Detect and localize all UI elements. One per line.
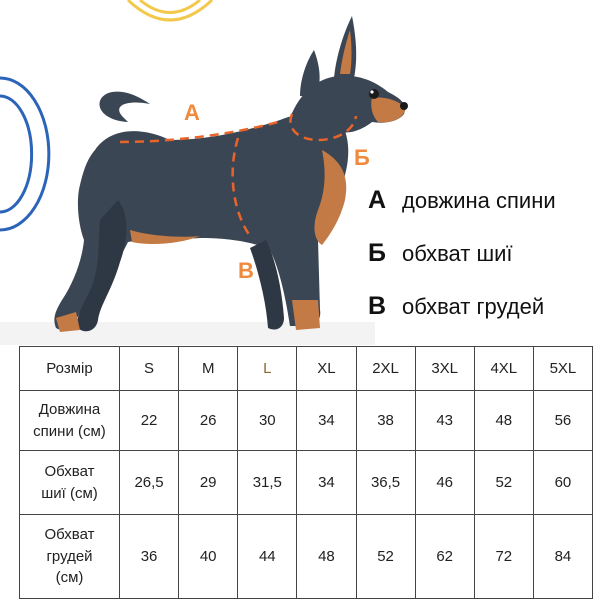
table-cell: 44 — [238, 515, 297, 599]
size-chart-table — [19, 346, 593, 599]
table-cell: 72 — [474, 515, 533, 599]
table-cell: 56 — [533, 391, 592, 451]
header-cell: 5XL — [533, 347, 592, 391]
dog-nose — [400, 102, 408, 110]
yellow-rings-decoration — [128, 0, 212, 20]
table-cell: 62 — [415, 515, 474, 599]
header-cell-size: Розмір — [20, 347, 120, 391]
table-cell: 30 — [238, 391, 297, 451]
legend-row-back-length — [368, 186, 556, 215]
table-header-row — [20, 347, 593, 391]
table-cell: 40 — [179, 515, 238, 599]
table-cell: 43 — [415, 391, 474, 451]
header-cell: L — [238, 347, 297, 391]
dog-illustration — [54, 16, 408, 332]
header-cell: 3XL — [415, 347, 474, 391]
diagram-label-b: Б — [354, 145, 370, 170]
header-cell: 4XL — [474, 347, 533, 391]
legend-row-chest-girth — [368, 292, 544, 321]
legend-row-neck-girth — [368, 239, 513, 268]
row-label-line: Обхват — [44, 525, 95, 543]
row-label-chest-girth — [20, 515, 120, 599]
header-cell: S — [120, 347, 179, 391]
diagram-label-a: А — [184, 100, 200, 125]
legend-letter: А — [368, 186, 387, 214]
table-row — [20, 515, 593, 599]
dog-eye — [369, 89, 379, 99]
legend-letter: Б — [368, 239, 386, 267]
table-cell: 31,5 — [238, 451, 297, 515]
row-label-line: Довжина — [38, 400, 101, 418]
table-row — [20, 391, 593, 451]
row-label-neck-girth — [20, 451, 120, 515]
table-cell: 36 — [120, 515, 179, 599]
legend-text: довжина спини — [402, 187, 556, 213]
row-label-line: грудей — [46, 547, 93, 565]
table-cell: 26 — [179, 391, 238, 451]
table-cell: 38 — [356, 391, 415, 451]
header-cell: 2XL — [356, 347, 415, 391]
table-cell: 34 — [297, 451, 356, 515]
table-cell: 34 — [297, 391, 356, 451]
row-label-line: (см) — [55, 569, 84, 587]
table-cell: 84 — [533, 515, 592, 599]
table-cell: 52 — [356, 515, 415, 599]
table-row — [20, 451, 593, 515]
row-label-line: спини (см) — [33, 422, 106, 440]
table-cell: 48 — [297, 515, 356, 599]
table-cell: 36,5 — [356, 451, 415, 515]
blue-rings-decoration — [0, 78, 49, 230]
table-cell: 22 — [120, 391, 179, 451]
table-cell: 48 — [474, 391, 533, 451]
legend-text: обхват грудей — [402, 293, 545, 319]
table-cell: 46 — [415, 451, 474, 515]
table-cell: 29 — [179, 451, 238, 515]
table-cell: 60 — [533, 451, 592, 515]
row-label-back-length — [20, 391, 120, 451]
table-cell: 52 — [474, 451, 533, 515]
row-label-line: шиї (см) — [41, 484, 98, 502]
table-cell: 26,5 — [120, 451, 179, 515]
row-label-line: Обхват — [44, 462, 95, 480]
legend-letter: В — [368, 292, 387, 320]
header-cell: M — [179, 347, 238, 391]
diagram-label-v: В — [238, 258, 254, 283]
header-cell: XL — [297, 347, 356, 391]
legend-text: обхват шиї — [402, 240, 513, 266]
